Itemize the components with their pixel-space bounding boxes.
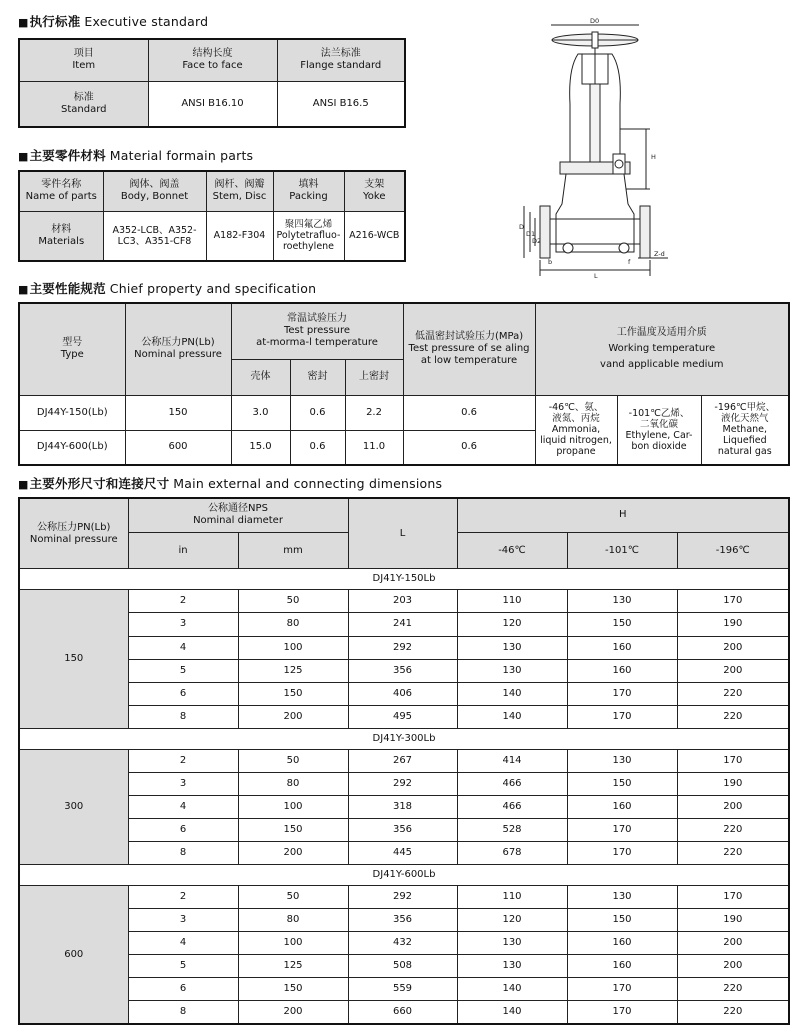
table-cell: 220 — [677, 841, 789, 864]
table-row — [19, 659, 789, 682]
table-cell: 508 — [348, 955, 457, 978]
table-row — [19, 978, 789, 1001]
table-cell: 50 — [238, 886, 348, 909]
table-cell: 160 — [567, 955, 677, 978]
table-cell: 220 — [677, 705, 789, 728]
header-l: L — [348, 498, 457, 569]
table-cell: 292 — [348, 886, 457, 909]
pressure-class-cell: 300 — [19, 749, 128, 864]
table-cell: 140 — [457, 1001, 567, 1024]
table-row — [19, 909, 789, 932]
table-cell: 267 — [348, 749, 457, 772]
medium-46-cell: -46℃、氨、 液氮、丙烷 Ammonia, liquid nitrogen, propane — [535, 395, 617, 465]
header-packing: 填料 Packing — [273, 171, 344, 211]
table-cell: 130 — [457, 636, 567, 659]
table-cell: 466 — [457, 795, 567, 818]
header-h: H — [457, 498, 789, 532]
header-face-to-face: 结构长度 Face to face — [148, 39, 277, 81]
table-cell: 660 — [348, 1001, 457, 1024]
pressure-class-cell: 150 — [19, 590, 128, 728]
label-d: D — [519, 223, 525, 231]
table-cell: 4 — [128, 636, 238, 659]
table-row — [19, 705, 789, 728]
table-cell: 200 — [238, 705, 348, 728]
table-cell: 2 — [128, 749, 238, 772]
table-cell: 6 — [128, 682, 238, 705]
table-cell: 160 — [567, 932, 677, 955]
spec-type-cell: DJ44Y-150(Lb) — [19, 395, 125, 430]
spec-seal-cell: 0.6 — [290, 395, 345, 430]
table-cell: 432 — [348, 932, 457, 955]
table-cell: 140 — [457, 682, 567, 705]
spec-type-cell: DJ44Y-600(Lb) — [19, 430, 125, 465]
table-cell: 170 — [677, 886, 789, 909]
table-cell: 150 — [567, 772, 677, 795]
table-cell: 110 — [457, 590, 567, 613]
table-cell: 170 — [567, 705, 677, 728]
table-cell: 110 — [457, 886, 567, 909]
table-row — [19, 818, 789, 841]
table-cell: 292 — [348, 772, 457, 795]
header-type: 型号 Type — [19, 303, 125, 395]
header-shell: 壳体 — [231, 359, 290, 395]
table-cell: 80 — [238, 772, 348, 795]
table-row — [19, 841, 789, 864]
spec-pn-cell: 600 — [125, 430, 231, 465]
table-cell: 150 — [238, 978, 348, 1001]
table-cell: 6 — [128, 978, 238, 1001]
label-h: H — [651, 153, 656, 161]
table-cell: 6 — [128, 818, 238, 841]
group-title-row: DJ41Y-300Lb — [19, 728, 789, 749]
table-cell: 170 — [677, 590, 789, 613]
header-yoke: 支架 Yoke — [344, 171, 405, 211]
spec-shell-cell: 3.0 — [231, 395, 290, 430]
header-upper-seal: 上密封 — [345, 359, 403, 395]
table-cell: 125 — [238, 955, 348, 978]
table-cell: 356 — [348, 818, 457, 841]
face-to-face-value: ANSI B16.10 — [148, 81, 277, 127]
table-row — [19, 886, 789, 909]
packing-material-value: 聚四氟乙烯 Polytetrafluo- roethylene — [273, 211, 344, 261]
section-title-executive: ■执行标准 Executive standard — [18, 14, 209, 29]
table-cell: 160 — [567, 659, 677, 682]
table-cell: 528 — [457, 818, 567, 841]
table-cell: 3 — [128, 909, 238, 932]
medium-196-cell: -196℃甲烷、 液化天然气 Methane, Liquefied natural gas — [701, 395, 789, 465]
table-cell: 2 — [128, 886, 238, 909]
yoke-material-value: A216-WCB — [344, 211, 405, 261]
table-cell: 170 — [567, 682, 677, 705]
right-flange-icon — [640, 206, 650, 258]
table-row — [19, 682, 789, 705]
table-cell: 140 — [457, 705, 567, 728]
section-title-dimensions: ■主要外形尺寸和连接尺寸 Main external and connecting dimensions — [18, 476, 443, 491]
medium-101-cell: -101℃乙烯、 二氧化碳 Ethylene, Car- bon dioxide — [617, 395, 701, 465]
table-cell: 130 — [567, 749, 677, 772]
table-cell: 100 — [238, 795, 348, 818]
table-row — [19, 795, 789, 818]
materials-table — [18, 170, 406, 262]
table-cell: 445 — [348, 841, 457, 864]
table-cell: 678 — [457, 841, 567, 864]
table-cell: 130 — [567, 590, 677, 613]
table-cell: 4 — [128, 932, 238, 955]
table-cell: 150 — [238, 818, 348, 841]
table-cell: 203 — [348, 590, 457, 613]
table-row — [19, 590, 789, 613]
table-cell: 292 — [348, 636, 457, 659]
header-nominal-pressure: 公称压力PN(Lb) Nominal pressure — [19, 498, 128, 569]
table-row — [19, 772, 789, 795]
table-cell: 220 — [677, 818, 789, 841]
section-title-specification: ■主要性能规范 Chief property and specification — [18, 281, 317, 296]
header-nominal-pressure: 公称压力PN(Lb) Nominal pressure — [125, 303, 231, 395]
table-cell: 200 — [677, 659, 789, 682]
header-test-pressure: 常温试验压力 Test pressure at-morma-l temperature — [231, 303, 403, 359]
header-temp-101: -101℃ — [567, 532, 677, 568]
table-cell: 2 — [128, 590, 238, 613]
table-cell: 8 — [128, 1001, 238, 1024]
spec-shell-cell: 15.0 — [231, 430, 290, 465]
table-cell: 170 — [677, 749, 789, 772]
table-cell: 150 — [567, 613, 677, 636]
table-cell: 80 — [238, 613, 348, 636]
table-cell: 160 — [567, 795, 677, 818]
table-cell: 150 — [238, 682, 348, 705]
table-cell: 495 — [348, 705, 457, 728]
label-l: L — [594, 272, 598, 280]
table-cell: 150 — [567, 909, 677, 932]
table-cell: 100 — [238, 636, 348, 659]
header-name-of-parts: 零件名称 Name of parts — [19, 171, 103, 211]
left-flange-icon — [540, 206, 550, 258]
table-cell: 200 — [677, 932, 789, 955]
row-label-standard: 标准 Standard — [19, 81, 148, 127]
table-row — [19, 1001, 789, 1024]
table-row — [19, 749, 789, 772]
header-low-temp-test: 低温密封试验压力(MPa) Test pressure of se aling at low temperature — [403, 303, 535, 395]
table-cell: 130 — [457, 659, 567, 682]
flange-standard-value: ANSI B16.5 — [277, 81, 405, 127]
table-cell: 356 — [348, 659, 457, 682]
table-cell: 190 — [677, 909, 789, 932]
table-cell: 170 — [567, 818, 677, 841]
executive-standard-table — [18, 38, 406, 128]
table-cell: 318 — [348, 795, 457, 818]
table-row — [19, 932, 789, 955]
body-material-value: A352-LCB、A352- LC3、A351-CF8 — [103, 211, 206, 261]
table-cell: 50 — [238, 590, 348, 613]
header-seal: 密封 — [290, 359, 345, 395]
table-cell: 190 — [677, 772, 789, 795]
label-zd: Z-d — [654, 250, 665, 258]
table-row — [19, 613, 789, 636]
specification-table — [18, 302, 790, 466]
label-b: b — [548, 258, 553, 266]
table-cell: 100 — [238, 932, 348, 955]
table-cell: 130 — [457, 932, 567, 955]
table-cell: 356 — [348, 909, 457, 932]
table-cell: 406 — [348, 682, 457, 705]
header-nominal-diameter: 公称通径NPS Nominal diameter — [128, 498, 348, 532]
header-item: 项目 Item — [19, 39, 148, 81]
table-cell: 241 — [348, 613, 457, 636]
spec-low-cell: 0.6 — [403, 395, 535, 430]
spec-seal-cell: 0.6 — [290, 430, 345, 465]
group-title-row: DJ41Y-600Lb — [19, 865, 789, 886]
label-d0: D0 — [590, 17, 600, 25]
header-temp-196: -196℃ — [677, 532, 789, 568]
table-cell: 4 — [128, 795, 238, 818]
table-cell: 125 — [238, 659, 348, 682]
table-row — [19, 955, 789, 978]
table-cell: 559 — [348, 978, 457, 1001]
header-in: in — [128, 532, 238, 568]
header-stem-disc: 阀杆、阀瓣 Stem, Disc — [206, 171, 273, 211]
table-cell: 170 — [567, 841, 677, 864]
label-d1: D1 — [526, 230, 536, 238]
header-mm: mm — [238, 532, 348, 568]
table-cell: 200 — [677, 795, 789, 818]
label-f: f — [628, 258, 631, 266]
table-cell: 220 — [677, 1001, 789, 1024]
table-cell: 140 — [457, 978, 567, 1001]
table-cell: 5 — [128, 955, 238, 978]
table-cell: 200 — [238, 1001, 348, 1024]
table-cell: 120 — [457, 909, 567, 932]
spec-low-cell: 0.6 — [403, 430, 535, 465]
spec-upseal-cell: 11.0 — [345, 430, 403, 465]
table-cell: 3 — [128, 613, 238, 636]
table-cell: 220 — [677, 978, 789, 1001]
header-working-temperature: 工作温度及适用介质 Working temperature vand applicable medium — [535, 303, 789, 395]
group-title-row: DJ41Y-150Lb — [19, 569, 789, 590]
table-cell: 80 — [238, 909, 348, 932]
table-cell: 160 — [567, 636, 677, 659]
table-cell: 414 — [457, 749, 567, 772]
table-cell: 8 — [128, 705, 238, 728]
valve-drawing — [518, 14, 674, 284]
table-cell: 200 — [677, 955, 789, 978]
row-label-materials: 材料 Materials — [19, 211, 103, 261]
valve-body-icon — [556, 174, 634, 252]
table-row — [19, 636, 789, 659]
table-cell: 200 — [238, 841, 348, 864]
header-temp-46: -46℃ — [457, 532, 567, 568]
table-cell: 5 — [128, 659, 238, 682]
section-title-materials: ■主要零件材料 Material formain parts — [18, 148, 254, 163]
table-cell: 220 — [677, 682, 789, 705]
dimensions-table — [18, 497, 790, 1025]
table-cell: 170 — [567, 978, 677, 1001]
table-cell: 8 — [128, 841, 238, 864]
table-cell: 466 — [457, 772, 567, 795]
header-body-bonnet: 阀体、阀盖 Body, Bonnet — [103, 171, 206, 211]
pressure-class-cell: 600 — [19, 886, 128, 1024]
table-cell: 190 — [677, 613, 789, 636]
table-cell: 170 — [567, 1001, 677, 1024]
header-flange-standard: 法兰标准 Flange standard — [277, 39, 405, 81]
spec-upseal-cell: 2.2 — [345, 395, 403, 430]
table-cell: 120 — [457, 613, 567, 636]
spec-pn-cell: 150 — [125, 395, 231, 430]
table-cell: 3 — [128, 772, 238, 795]
label-d2: D2 — [532, 237, 542, 245]
table-cell: 50 — [238, 749, 348, 772]
stem-material-value: A182-F304 — [206, 211, 273, 261]
table-cell: 130 — [457, 955, 567, 978]
table-cell: 130 — [567, 886, 677, 909]
table-cell: 200 — [677, 636, 789, 659]
